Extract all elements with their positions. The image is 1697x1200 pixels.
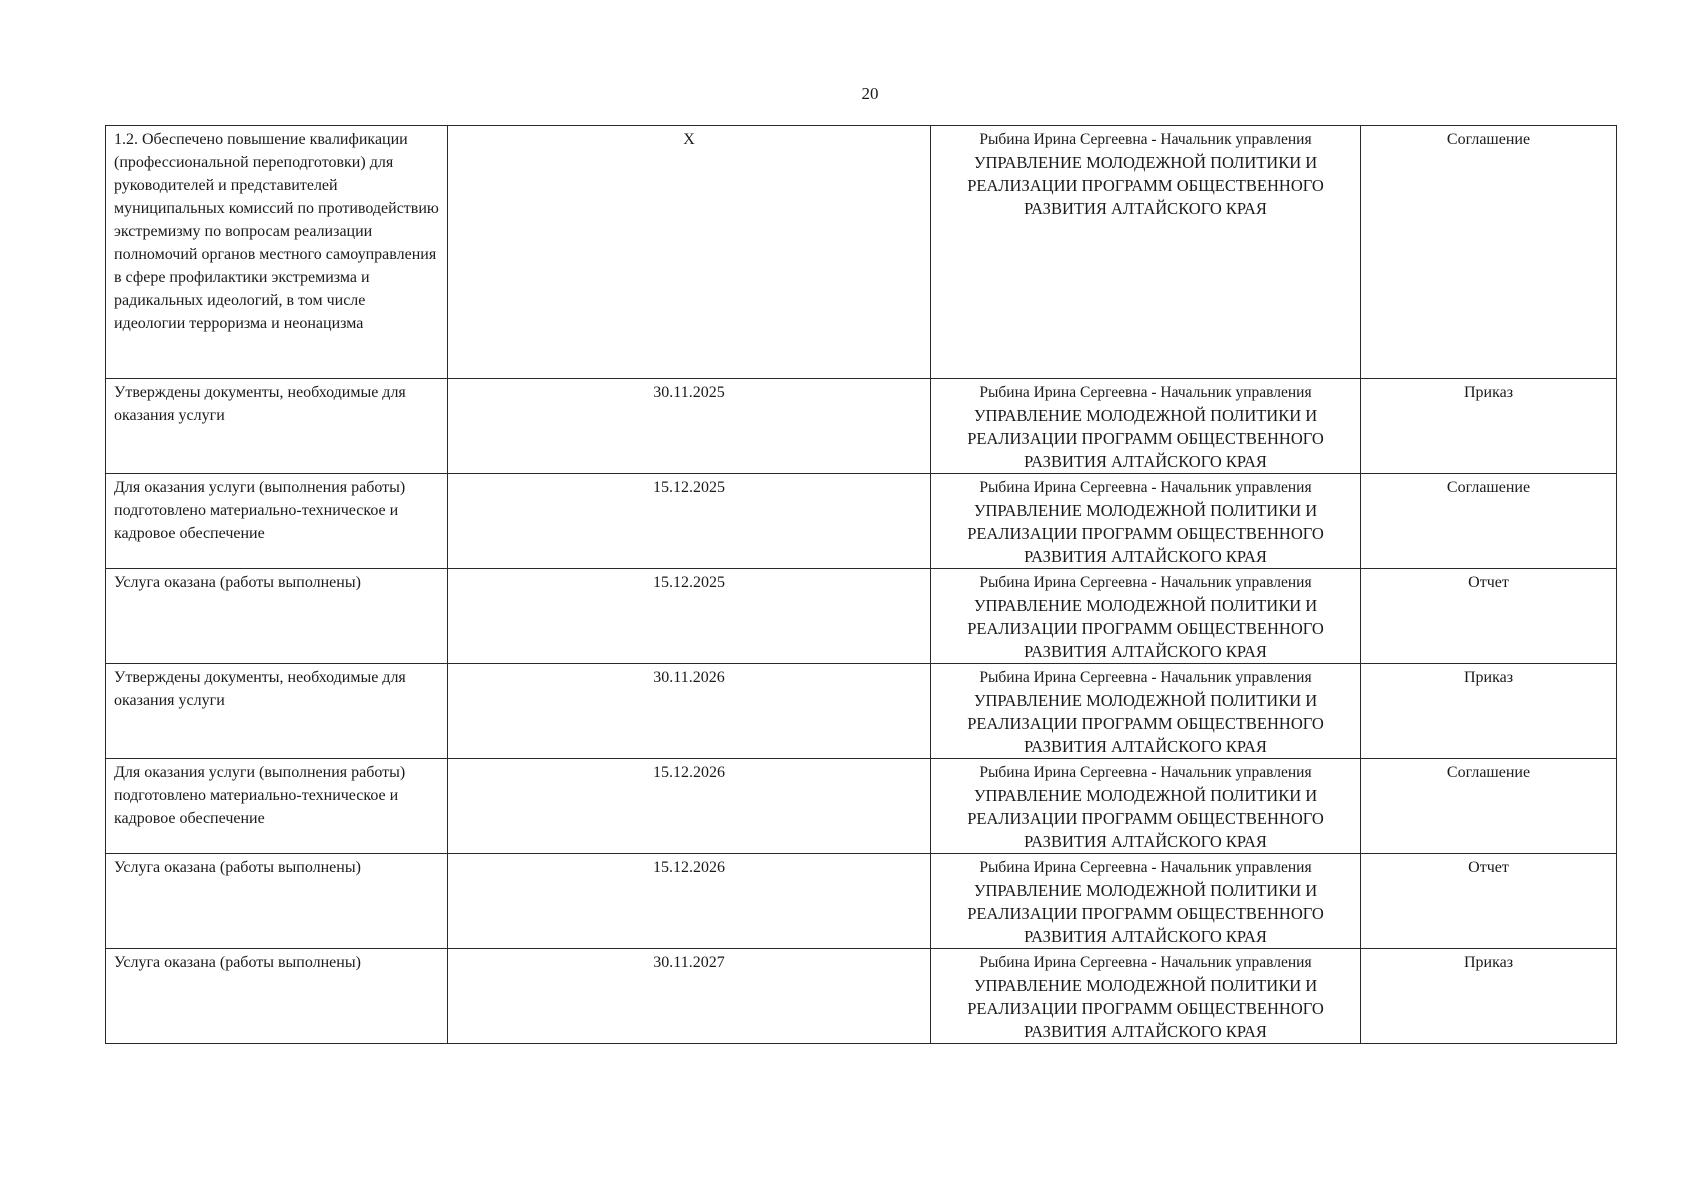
result-cell: Для оказания услуги (выполнения работы) подготовлено материально-техническое и кадровое обеспечение <box>106 474 448 569</box>
responsible-organization: УПРАВЛЕНИЕ МОЛОДЕЖНОЙ ПОЛИТИКИ И РЕАЛИЗАЦИИ ПРОГРАММ ОБЩЕСТВЕННОГО РАЗВИТИЯ АЛТАЙСКОГО КРАЯ <box>967 596 1324 661</box>
responsible-organization: УПРАВЛЕНИЕ МОЛОДЕЖНОЙ ПОЛИТИКИ И РЕАЛИЗАЦИИ ПРОГРАММ ОБЩЕСТВЕННОГО РАЗВИТИЯ АЛТАЙСКОГО КРАЯ <box>967 691 1324 756</box>
responsible-organization: УПРАВЛЕНИЕ МОЛОДЕЖНОЙ ПОЛИТИКИ И РЕАЛИЗАЦИИ ПРОГРАММ ОБЩЕСТВЕННОГО РАЗВИТИЯ АЛТАЙСКОГО КРАЯ <box>967 406 1324 471</box>
responsible-name: Рыбина Ирина Сергеевна - Начальник управления <box>979 479 1312 496</box>
document-type-cell: Приказ <box>1361 379 1617 474</box>
responsible-name: Рыбина Ирина Сергеевна - Начальник управления <box>979 954 1312 971</box>
document-type-cell: Соглашение <box>1361 759 1617 854</box>
table-row <box>106 949 1617 1044</box>
table-row <box>106 664 1617 759</box>
page-number: 20 <box>861 84 879 103</box>
date-cell: 15.12.2025 <box>448 569 931 664</box>
result-cell: Утверждены документы, необходимые для оказания услуги <box>106 379 448 474</box>
result-cell: Услуга оказана (работы выполнены) <box>106 854 448 949</box>
date-cell: 30.11.2026 <box>448 664 931 759</box>
responsible-organization: УПРАВЛЕНИЕ МОЛОДЕЖНОЙ ПОЛИТИКИ И РЕАЛИЗАЦИИ ПРОГРАММ ОБЩЕСТВЕННОГО РАЗВИТИЯ АЛТАЙСКОГО КРАЯ <box>967 501 1324 566</box>
document-type-cell: Соглашение <box>1361 126 1617 379</box>
responsible-cell <box>931 474 1361 569</box>
responsible-organization: УПРАВЛЕНИЕ МОЛОДЕЖНОЙ ПОЛИТИКИ И РЕАЛИЗАЦИИ ПРОГРАММ ОБЩЕСТВЕННОГО РАЗВИТИЯ АЛТАЙСКОГО КРАЯ <box>967 881 1324 946</box>
responsible-name: Рыбина Ирина Сергеевна - Начальник управления <box>979 859 1312 876</box>
result-cell: Утверждены документы, необходимые для оказания услуги <box>106 664 448 759</box>
table-row <box>106 379 1617 474</box>
responsible-cell <box>931 759 1361 854</box>
plan-table <box>105 125 1617 1044</box>
date-cell: 15.12.2025 <box>448 474 931 569</box>
responsible-name: Рыбина Ирина Сергеевна - Начальник управления <box>979 574 1312 591</box>
responsible-cell <box>931 664 1361 759</box>
responsible-cell <box>931 949 1361 1044</box>
responsible-cell <box>931 854 1361 949</box>
table-row <box>106 126 1617 379</box>
date-cell: 15.12.2026 <box>448 854 931 949</box>
responsible-organization: УПРАВЛЕНИЕ МОЛОДЕЖНОЙ ПОЛИТИКИ И РЕАЛИЗАЦИИ ПРОГРАММ ОБЩЕСТВЕННОГО РАЗВИТИЯ АЛТАЙСКОГО КРАЯ <box>967 976 1324 1041</box>
responsible-name: Рыбина Ирина Сергеевна - Начальник управления <box>979 669 1312 686</box>
result-cell: Услуга оказана (работы выполнены) <box>106 949 448 1044</box>
responsible-cell <box>931 379 1361 474</box>
result-cell: 1.2. Обеспечено повышение квалификации (профессиональной переподготовки) для руководителей и представителей муниципальных комиссий по противодействию экстремизму по вопросам реализации полномочий органов местного самоуправления в сфере профилактики экстремизма и радикальных идеологий, в том числе идеологии терроризма и неонацизма <box>106 126 448 379</box>
document-type-cell: Приказ <box>1361 949 1617 1044</box>
table-row <box>106 474 1617 569</box>
table-row <box>106 854 1617 949</box>
date-cell: 15.12.2026 <box>448 759 931 854</box>
table-row <box>106 569 1617 664</box>
document-type-cell: Отчет <box>1361 854 1617 949</box>
responsible-cell <box>931 569 1361 664</box>
date-cell: 30.11.2025 <box>448 379 931 474</box>
result-cell: Для оказания услуги (выполнения работы) подготовлено материально-техническое и кадровое обеспечение <box>106 759 448 854</box>
document-type-cell: Отчет <box>1361 569 1617 664</box>
result-cell: Услуга оказана (работы выполнены) <box>106 569 448 664</box>
responsible-name: Рыбина Ирина Сергеевна - Начальник управления <box>979 131 1312 148</box>
date-cell: X <box>448 126 931 379</box>
responsible-organization: УПРАВЛЕНИЕ МОЛОДЕЖНОЙ ПОЛИТИКИ И РЕАЛИЗАЦИИ ПРОГРАММ ОБЩЕСТВЕННОГО РАЗВИТИЯ АЛТАЙСКОГО КРАЯ <box>967 786 1324 851</box>
responsible-cell <box>931 126 1361 379</box>
table-row <box>106 759 1617 854</box>
document-type-cell: Приказ <box>1361 664 1617 759</box>
responsible-organization: УПРАВЛЕНИЕ МОЛОДЕЖНОЙ ПОЛИТИКИ И РЕАЛИЗАЦИИ ПРОГРАММ ОБЩЕСТВЕННОГО РАЗВИТИЯ АЛТАЙСКОГО КРАЯ <box>967 153 1324 218</box>
document-type-cell: Соглашение <box>1361 474 1617 569</box>
responsible-name: Рыбина Ирина Сергеевна - Начальник управления <box>979 764 1312 781</box>
responsible-name: Рыбина Ирина Сергеевна - Начальник управления <box>979 384 1312 401</box>
date-cell: 30.11.2027 <box>448 949 931 1044</box>
